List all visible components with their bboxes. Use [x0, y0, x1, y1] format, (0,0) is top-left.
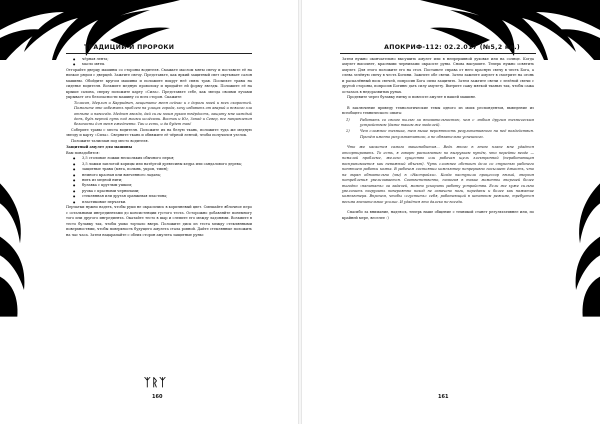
left-side-ornament-icon [0, 160, 40, 340]
right-body-text [342, 57, 534, 221]
list-item: ● стеклянная или другая оранжевая пластина; [78, 194, 252, 199]
paragraph: Спасибо за внимание, надеюсь, теперь наше общение с техникой станет результативнее или, по крайней мере, веселее :) [342, 210, 534, 220]
right-page [300, 0, 600, 424]
list-item: ● чёрная лента; [78, 57, 252, 62]
running-title: АПОКРИФ-112: 02.2.017 (№5,2 кл.) [384, 44, 520, 51]
paragraph: Продевите через булавку нитку и повесьте амулет в вашей машине. [347, 95, 477, 100]
numbered-list [342, 118, 534, 141]
list-item: 2) Чем сложнее техника, тем выше вероятность результативного на неё воздействия. Причём именно результативного, а не обязательно успешного. [346, 129, 534, 139]
list-item: ● нить из медной нити; [78, 178, 252, 183]
running-title: ТРАДИЦИИ И ПРОРОКИ [84, 44, 175, 51]
paragraph: Что же касается самого машинобытия... Ведь много в этом плане мне удаётся отсортировать. То есть, я говорю распознанию по выгрузкам путём, что перейти везде — немалой проблеме, железо существо или рабочая щель электронной (неработающая воспринимается как неважный объект). Чуть сложнее обстоит дело со ступенью рабочего понятием работы компа. В рабочем состоянии компьютер непрерывно посылает ёмкость, что на экран обязательно (мы) в «Настройки». Когда наступила процессор вялый, энергия потребления увеличивается. Соответственно, помогая в такие моменты энергией более выгодно «напитать» за задачей, можно ускорить работу устройства. Если же хуже сильно увеличить нагрузить невероятно поход не означено ноги, переданы и более как нажатие компьютера. Впрочем, чтобы «сгустить» себя, работающий в штатном режиме, требуется весьма значительное усилие. И удаётся это далеко не всегда. [342, 145, 534, 204]
incantation-quote: Толасон, Мерлин и Карридвен, защитите меня сейчас и с дороги моей и всех скоростей. Помогите мне избежать проблем на улицах города, хочу избавить от аварий и всякого зла отныне и навсегда. Медная звезда, дай силы моим рукам твёрдость, защиту мне каждый день, будь верной путь под моими колёсами. Восток и Юг, Запад и Север, все направления безопасны для меня ежедневно. Так и есть, и да будет так! [74, 100, 252, 127]
ingredients-list [66, 156, 252, 205]
list-item: ● ручка с красными чернилами; [78, 189, 252, 194]
section-heading: Защитный амулет для машины [66, 145, 133, 150]
list-item: ● защитные травы (мята, полынь, укроп, тмин); [78, 167, 252, 172]
page-number: 161 [438, 394, 449, 400]
right-side-ornament-icon [560, 160, 600, 340]
rune-symbols: ᛉᚱᛉ [144, 376, 167, 389]
list-item: ● 3,5 столовые ложки нескольких обычного перья; [78, 156, 252, 161]
left-body-text [66, 57, 252, 238]
header-rule [340, 53, 536, 54]
header-rule [66, 53, 252, 54]
bullet-list [66, 57, 252, 68]
page-number: 160 [152, 394, 163, 400]
paragraph: Вам понадобятся: [66, 150, 100, 155]
list-item: ● пластиковые перчатки. [78, 200, 252, 205]
list-item: ● 3,5 ложки заплотой корицы или натёртой древесины кедра или сандалового дерева; [78, 162, 252, 167]
list-item: ● булавка с круглым ушком; [78, 183, 252, 188]
paragraph: Положите талисман под место водителя. [71, 138, 149, 143]
paragraph: В заключение приведу технологические темы одного из моих респондентов, выведение из всеобщего технического опыта: [342, 105, 534, 116]
list-item: ● немного красная или вмеченного ладана; [78, 173, 252, 178]
left-tribal-ornament-icon [0, 0, 300, 60]
list-item: 1) Работать со своим пылью за внимательностью, чем с любым другим техническим устройством (даже таким же моделей). [346, 117, 534, 127]
paragraph: Соберите травы с места водителя. Положите их на белую ткань, положите туда же медную звезду и карту «Сила». Сверните ткань и обвяжите её чёрной лентой, чтобы получился узелок. [66, 127, 252, 138]
right-tribal-ornament-icon [300, 0, 600, 60]
paragraph: Затем нужно окончательно высушить амулет или в непрерывной духовке или на солнце. Когда амулет высохнет, красными чернилами окрасьте руны. Снова высушите. Теперь нужно освятить амулет. Для этого положите его на стол. Поставьте справа от него красную свечу в честь Бога, а слева зелёную свечу в честь Богини. Зажгите обе свечи. Затем зажгите амулет в смотрите на огонь и раскалённый воск свечей, попросив Бога силы защитить. Затем зажгите свечи с зелёной свечи с другой стороны, попросив Богиню дать силу амулету. Вытрите сажу мягкой тканью так, чтобы сажа осталась в недоразвитых рунах. [342, 57, 534, 94]
paragraph: Отгорайте дверцу машины со стороны водителя. Смажьте маслом мяты свечу и поставьте её на низкое рядом с дверцей. Зажгите свечу. Представьте, как яркий защитный свет окутывает салон машины. Обойдите кругом машины и положите вокруг неё связь трав. Посыпьте травы на сиденье водителя. Возьмите медную проволоку и придайте ей форму звезды. Положите её на крыше салона, сверху положите карту «Сила». Представьте себе, как звезда своими лучами укрывает ото безопасности машину со всех сторон. Скажите: [66, 67, 252, 100]
list-item: ● масло мяты. [78, 62, 252, 67]
paragraph: Перчатки нужно надеть, чтобы руки не окрасились в коричневый цвет. Смешайте яблочное перо с остальными ингредиентами до консистенции густого теста. Осторожно добавляйте понемногу того или другого ингредиента. Окатайте тесто в шар и слепите его между ладонями. Возьмите в тесто булавку так, чтобы ушко торчало вверх. Положите диск из теста между стеклянными поверхностями, чтобы поверхность будущего амулета стала ровной. Дайте стеклянные положить на час часа. Затем нацарапайте с обеих сторон амулета защитные руны: [66, 205, 252, 237]
